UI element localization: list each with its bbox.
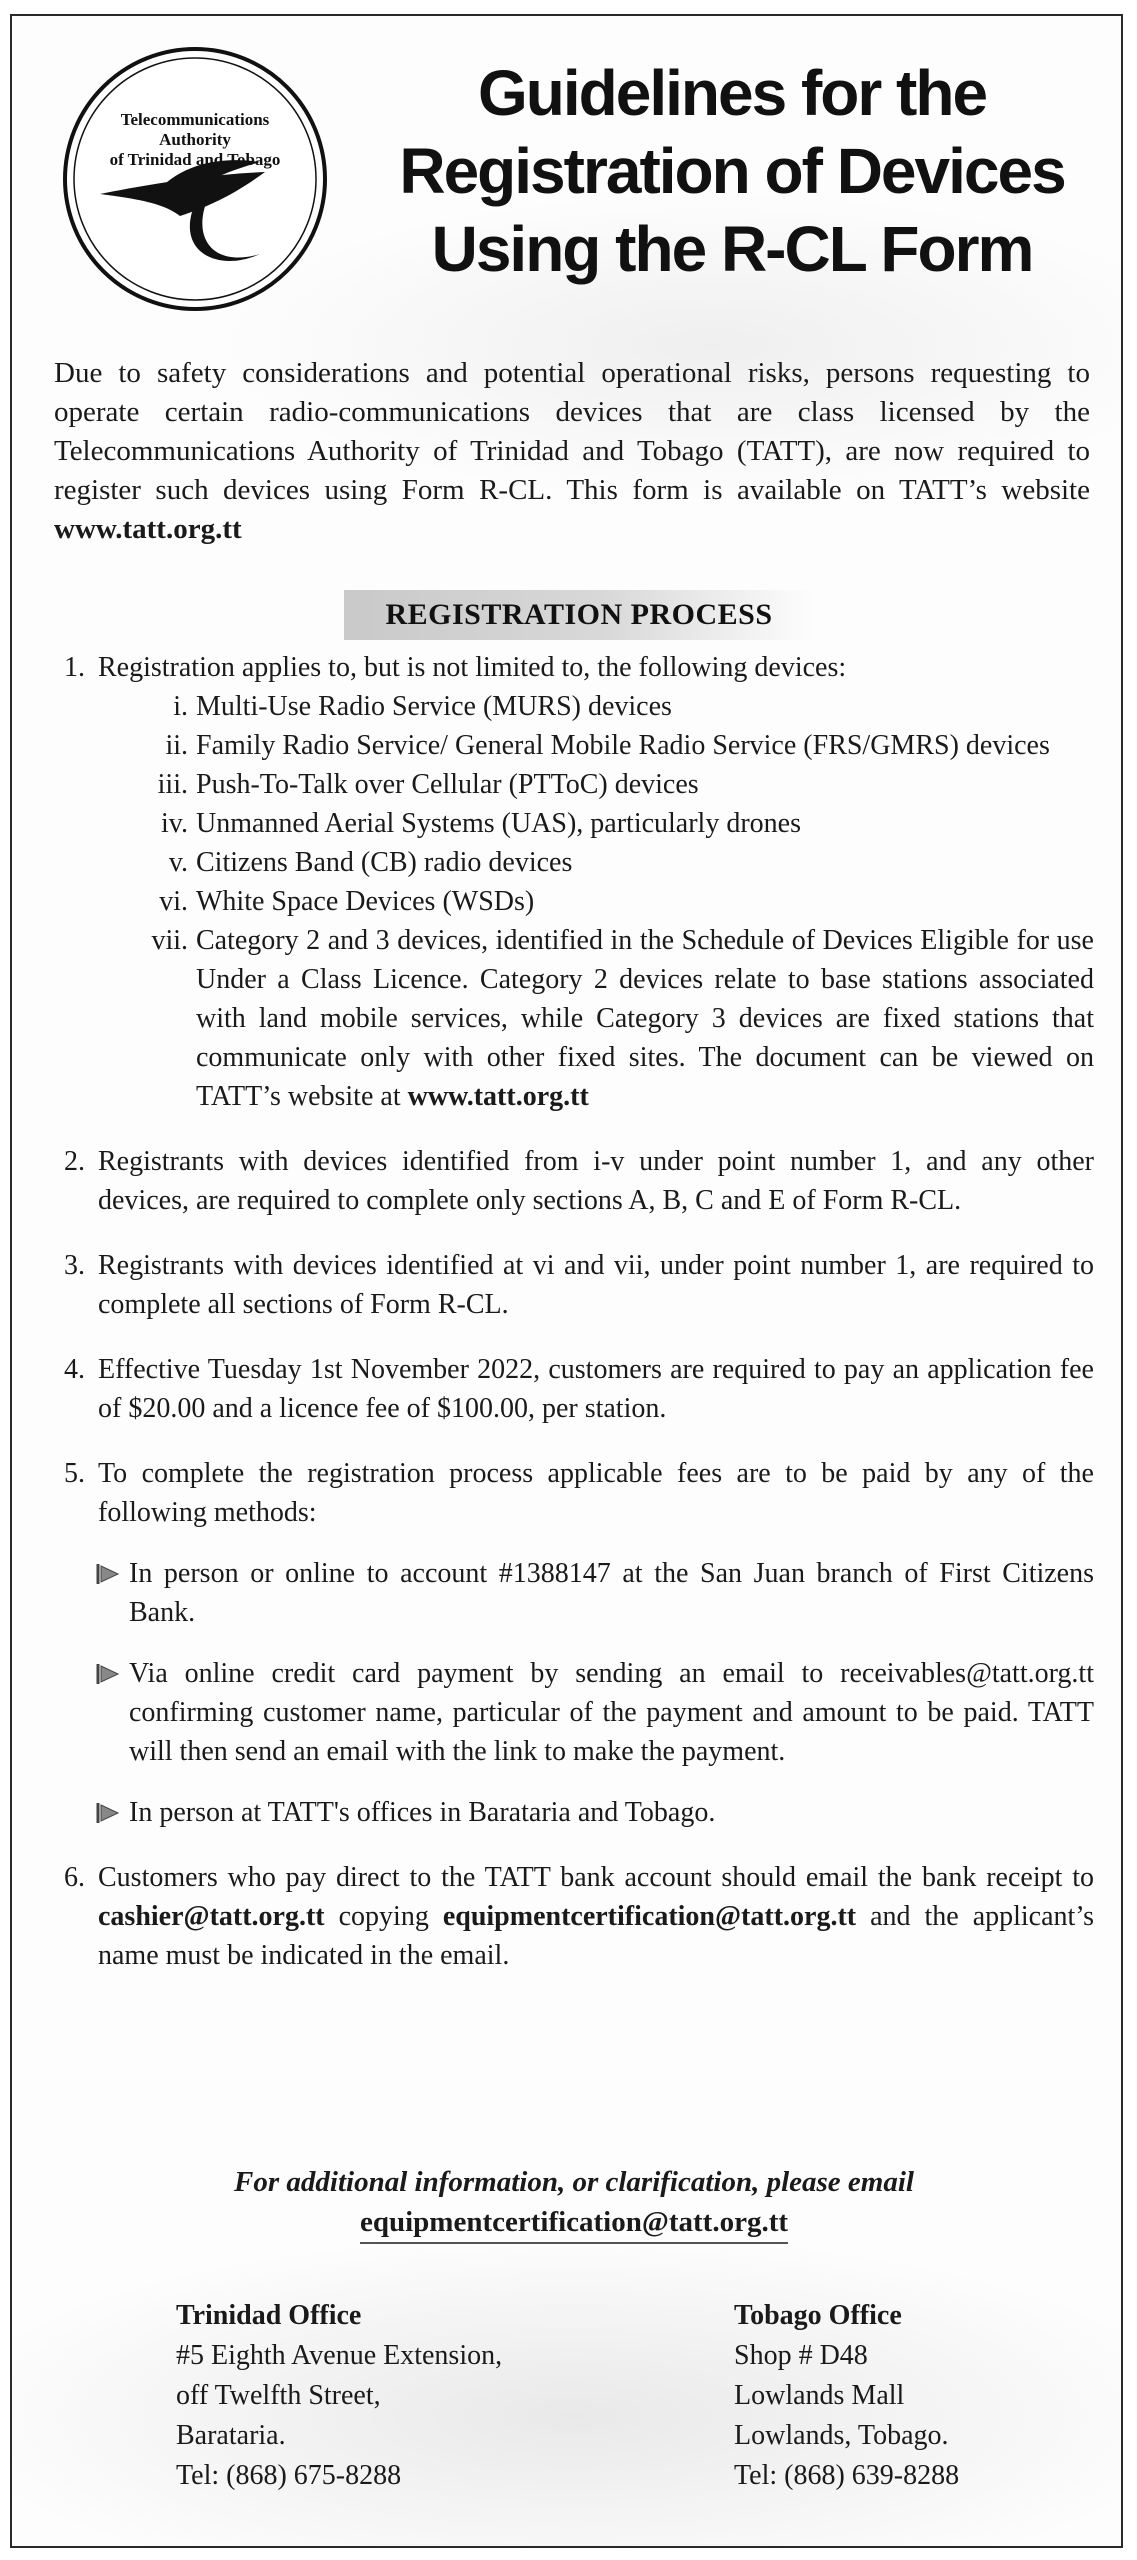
office-address-line: Lowlands, Tobago. bbox=[734, 2420, 949, 2451]
page-title bbox=[372, 54, 1092, 288]
step-6 bbox=[54, 1858, 1094, 1975]
step-number: 3. bbox=[64, 1250, 85, 1281]
device-numeral: vii. bbox=[151, 925, 188, 956]
title-line-2: Registration of Devices bbox=[399, 135, 1065, 207]
step-number: 5. bbox=[64, 1458, 85, 1489]
title-line-3: Using the R-CL Form bbox=[431, 213, 1033, 285]
step-1 bbox=[54, 648, 1094, 687]
notice-frame bbox=[10, 14, 1123, 2548]
registration-steps bbox=[54, 648, 1094, 1975]
device-list bbox=[54, 687, 1094, 1116]
office-heading: Tobago Office bbox=[734, 2300, 902, 2331]
intro-paragraph bbox=[54, 354, 1090, 549]
step-text-mid: copying bbox=[324, 1901, 443, 1932]
device-numeral: i. bbox=[173, 691, 188, 722]
payment-method bbox=[54, 1654, 1094, 1771]
logo-emblem-icon bbox=[60, 44, 330, 314]
device-numeral: vi. bbox=[159, 886, 188, 917]
step-text-pre: Customers who pay direct to the TATT bank account should email the bank receipt to bbox=[98, 1862, 1094, 1893]
device-numeral: iii. bbox=[157, 769, 188, 800]
step-text: To complete the registration process applicable fees are to be paid by any of the following methods: bbox=[98, 1458, 1094, 1528]
device-item bbox=[98, 765, 1094, 804]
contact-note-text: For additional information, or clarification, please email bbox=[234, 2166, 914, 2198]
arrow-bullet-icon bbox=[96, 1663, 120, 1685]
step-4 bbox=[54, 1350, 1094, 1428]
tatt-logo bbox=[60, 44, 330, 314]
device-text: Citizens Band (CB) radio devices bbox=[196, 847, 573, 878]
contact-email-link[interactable]: equipmentcertification@tatt.org.tt bbox=[360, 2202, 788, 2244]
office-address-line: #5 Eighth Avenue Extension, bbox=[176, 2340, 503, 2371]
tobago-office bbox=[734, 2296, 959, 2496]
payment-method-text: In person or online to account #1388147 at the San Juan branch of First Citizens Bank. bbox=[129, 1558, 1094, 1628]
step-number: 1. bbox=[64, 652, 85, 683]
office-address-line: Shop # D48 bbox=[734, 2340, 868, 2371]
step-text: Registration applies to, but is not limited to, the following devices: bbox=[98, 652, 847, 683]
device-numeral: v. bbox=[168, 847, 188, 878]
arrow-bullet-icon bbox=[96, 1563, 120, 1585]
device-item bbox=[98, 882, 1094, 921]
device-item bbox=[98, 726, 1094, 765]
office-phone: Tel: (868) 639-8288 bbox=[734, 2460, 960, 2491]
device-text: Category 2 and 3 devices, identified in the Schedule of Devices Eligible for use Under a Class Licence. Category 2 devices relate to base stations associated with land mobile services, while Category 3 devices are fixed stations that communicate only with other fixed sites. The document can be viewed on TATT’s website at bbox=[196, 925, 1094, 1112]
device-item bbox=[98, 804, 1094, 843]
device-item bbox=[98, 843, 1094, 882]
device-item bbox=[98, 687, 1094, 726]
step-5 bbox=[54, 1454, 1094, 1532]
schedule-website-link[interactable]: www.tatt.org.tt bbox=[407, 1081, 589, 1112]
payment-method-text: In person at TATT's offices in Barataria and Tobago. bbox=[129, 1797, 716, 1828]
trinidad-office bbox=[176, 2296, 502, 2496]
step-2 bbox=[54, 1142, 1094, 1220]
step-text: Registrants with devices identified at vi and vii, under point number 1, are required to complete all sections of Form R-CL. bbox=[98, 1250, 1094, 1320]
device-text: White Space Devices (WSDs) bbox=[196, 886, 535, 917]
step-text: Registrants with devices identified from i-v under point number 1, and any other devices, are required to complete only sections A, B, C and E of Form R-CL. bbox=[98, 1146, 1094, 1216]
step-number: 6. bbox=[64, 1862, 85, 1893]
step-number: 4. bbox=[64, 1354, 85, 1385]
payment-method-text: Via online credit card payment by sending an email to receivables@tatt.org.tt confirming customer name, particular of the payment and amount to be paid. TATT will then send an email with the link to make the payment. bbox=[129, 1658, 1094, 1767]
office-address-line: Lowlands Mall bbox=[734, 2380, 905, 2411]
logo-line-3: of Trinidad and Tobago bbox=[109, 150, 281, 169]
section-heading: REGISTRATION PROCESS bbox=[344, 590, 814, 640]
device-numeral: ii. bbox=[165, 730, 188, 761]
contact-note bbox=[54, 2162, 1094, 2244]
logo-line-1: Telecommunications bbox=[120, 110, 270, 129]
intro-text: Due to safety considerations and potential operational risks, persons requesting to operate certain radio-communications devices that are class licensed by the Telecommunications Authority of Trinidad and Tobago (TATT), are now required to register such devices using Form R-CL. This form is available on TATT’s website bbox=[54, 357, 1090, 506]
equipment-email-link[interactable]: equipmentcertification@tatt.org.tt bbox=[442, 1901, 857, 1932]
office-address-line: Barataria. bbox=[176, 2420, 286, 2451]
step-text-post: and the applicant’s name must be indicated in the email. bbox=[98, 1901, 1094, 1971]
device-text: Multi-Use Radio Service (MURS) devices bbox=[196, 691, 672, 722]
device-text: Unmanned Aerial Systems (UAS), particularly drones bbox=[196, 808, 801, 839]
device-item bbox=[98, 921, 1094, 1116]
payment-method bbox=[54, 1554, 1094, 1632]
device-text: Push-To-Talk over Cellular (PTToC) devices bbox=[196, 769, 699, 800]
arrow-bullet-icon bbox=[96, 1802, 120, 1824]
payment-method bbox=[54, 1793, 1094, 1832]
office-phone: Tel: (868) 675-8288 bbox=[176, 2460, 402, 2491]
device-numeral: iv. bbox=[161, 808, 188, 839]
intro-website-link[interactable]: www.tatt.org.tt bbox=[54, 513, 242, 545]
logo-line-2: Authority bbox=[159, 130, 231, 149]
step-3 bbox=[54, 1246, 1094, 1324]
office-heading: Trinidad Office bbox=[176, 2300, 362, 2331]
cashier-email-link[interactable]: cashier@tatt.org.tt bbox=[98, 1901, 325, 1932]
title-line-1: Guidelines for the bbox=[477, 57, 987, 129]
device-text: Family Radio Service/ General Mobile Radio Service (FRS/GMRS) devices bbox=[196, 730, 1050, 761]
step-text: Effective Tuesday 1st November 2022, customers are required to pay an application fee of $20.00 and a licence fee of $100.00, per station. bbox=[98, 1354, 1094, 1424]
office-address-line: off Twelfth Street, bbox=[176, 2380, 381, 2411]
step-number: 2. bbox=[64, 1146, 85, 1177]
